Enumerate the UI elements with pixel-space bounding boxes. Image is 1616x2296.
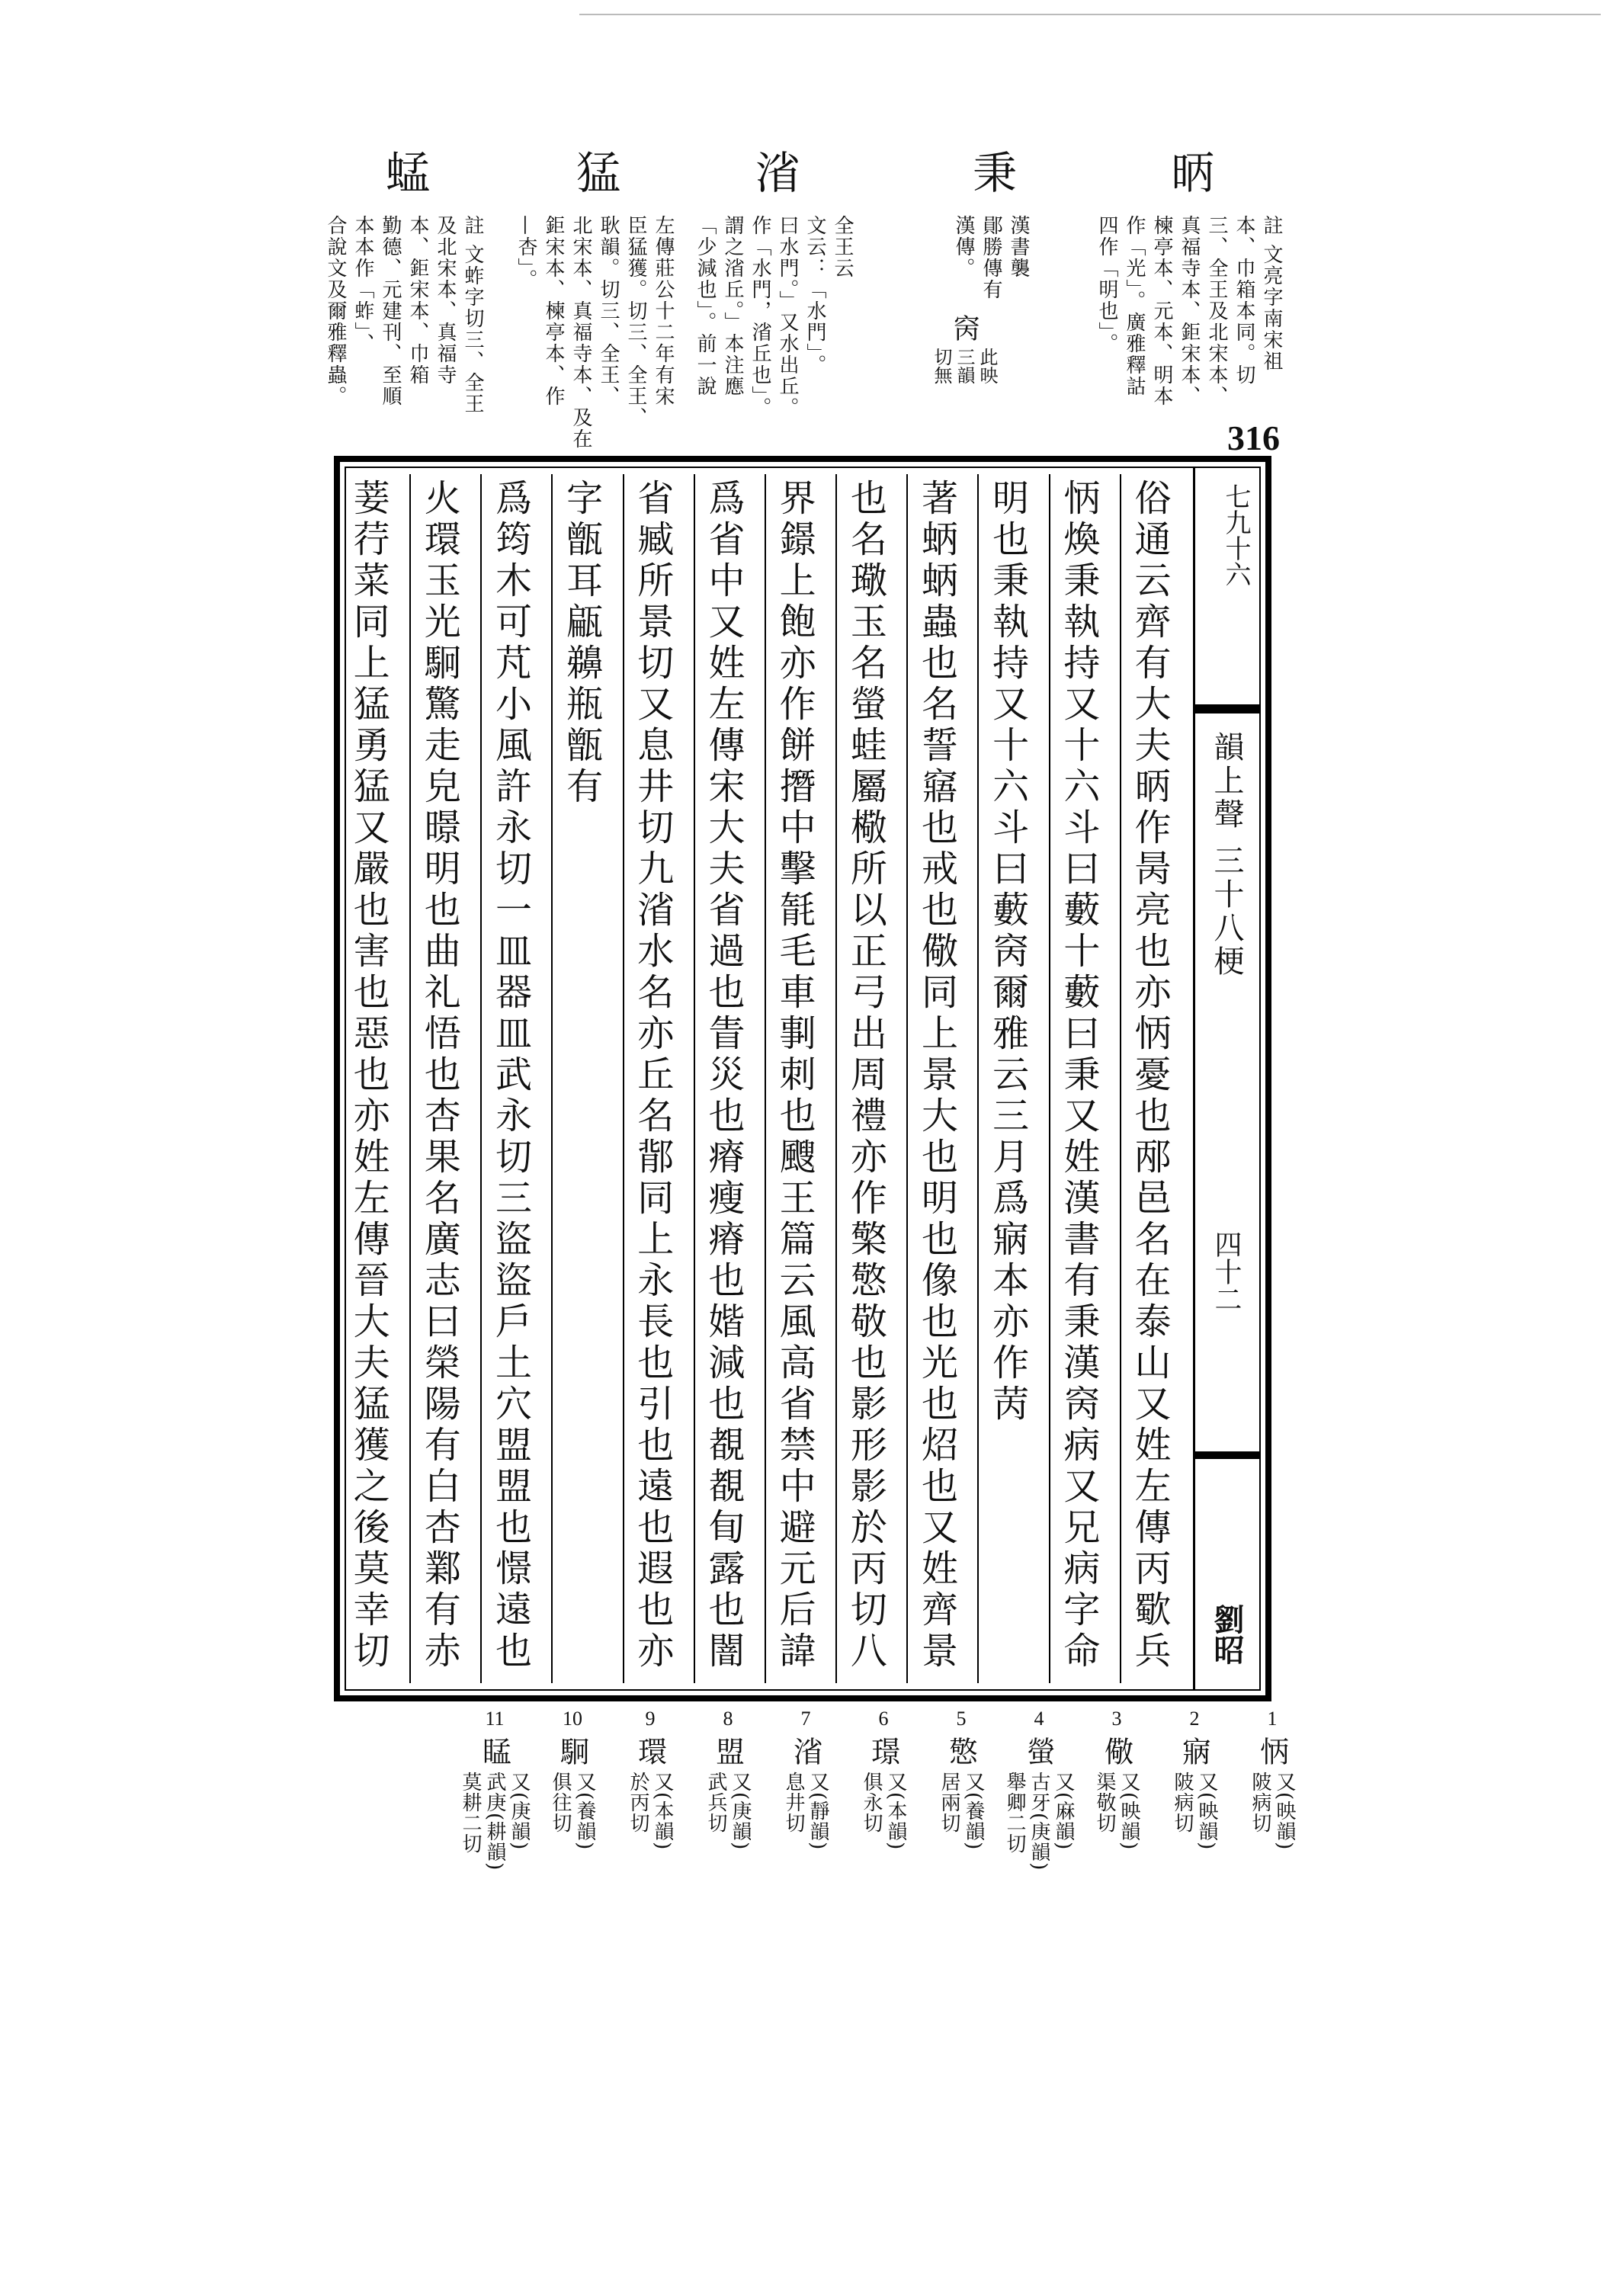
inner-border bbox=[345, 467, 1261, 1691]
top-note-line: 註 文亮字南宋祖 bbox=[1260, 215, 1283, 373]
footnote bbox=[456, 1708, 534, 1871]
footnote-number: 3 bbox=[1111, 1708, 1122, 1730]
footnote-number: 10 bbox=[563, 1708, 582, 1730]
top-note-line: 謂之渻丘。」本注應 bbox=[721, 215, 744, 397]
top-note-line: 勤德、元建刊、至順 bbox=[379, 215, 402, 407]
footnote-line: 又(映韻) bbox=[1195, 1772, 1218, 1851]
text-column bbox=[480, 474, 551, 1683]
footnote bbox=[611, 1708, 689, 1871]
top-note-line: 本本作「蚱」、 bbox=[351, 215, 374, 354]
footnote-char: 環 bbox=[633, 1736, 667, 1765]
sub-note bbox=[931, 314, 997, 384]
sub-note-line: 此映 bbox=[976, 348, 998, 384]
footnote bbox=[1078, 1708, 1156, 1871]
top-rule bbox=[579, 14, 1601, 15]
column-text: 火環玉光駉驚走皃暻明也曲礼悟也杏果名廣志曰榮陽有白杏鄴有赤 bbox=[418, 479, 461, 1672]
top-note-line: 漢書襲 bbox=[1007, 215, 1030, 279]
top-note-line: 作「水門，渻丘也」。 bbox=[749, 215, 771, 418]
top-note-head: 秉 bbox=[965, 149, 1017, 194]
footnote-number: 6 bbox=[878, 1708, 889, 1730]
header-column bbox=[1193, 468, 1259, 1689]
top-note-4 bbox=[515, 149, 675, 450]
top-note-line: 四作「明也」。 bbox=[1095, 215, 1118, 354]
top-note-line: 臣猛獲。切三、全王、 bbox=[624, 215, 647, 428]
text-column bbox=[340, 474, 409, 1683]
footnote-line: 又(本韻) bbox=[651, 1772, 674, 1851]
top-note-line: 漢傳。 bbox=[952, 215, 975, 279]
top-note-line: 曰水門。」又水出丘。 bbox=[776, 215, 799, 418]
footnote-line: 居兩切 bbox=[938, 1772, 960, 1833]
top-note-line: 文云：「水門」。 bbox=[803, 215, 826, 376]
sub-note-line: 切無 bbox=[931, 348, 952, 384]
footnote-line: 又(映韻) bbox=[1273, 1772, 1296, 1851]
top-note-line: 本、巾箱本同。切 bbox=[1233, 215, 1255, 386]
top-note-line: 及北宋本、真福寺 bbox=[434, 215, 457, 386]
text-columns bbox=[340, 474, 1191, 1683]
column-text: 明也秉執持又十六斗曰藪窉爾雅云三月爲寎本亦作苪 bbox=[986, 479, 1029, 1425]
header-bottom-label: 劉昭 bbox=[1209, 1604, 1245, 1665]
footnote-number: 5 bbox=[956, 1708, 967, 1730]
footnote-number: 8 bbox=[723, 1708, 733, 1730]
column-text: 也名璥玉名螢蛙屬㯳所以正弓出周禮亦作檠憼敬也影形影於丙切八 bbox=[844, 479, 887, 1672]
top-note-line: 鄖勝傳有 bbox=[980, 215, 1002, 300]
footnote-line: 又(庚韻) bbox=[508, 1772, 531, 1851]
footnote bbox=[1233, 1708, 1311, 1871]
footnote-line: 渠敬切 bbox=[1093, 1772, 1116, 1833]
footnote-line: 陂病切 bbox=[1171, 1772, 1194, 1833]
header-mid-label: 四十二 bbox=[1210, 1230, 1242, 1313]
footnote-char: 䁅 bbox=[477, 1736, 511, 1765]
column-text: 省臧所景切又息井切九渻水名亦丘名鄁同上永長也引也遠也遐也亦 bbox=[630, 479, 674, 1672]
top-note-line: 合說文及爾雅釋蟲。 bbox=[324, 215, 347, 407]
text-column bbox=[551, 474, 622, 1683]
top-note-5 bbox=[324, 149, 484, 415]
footnote-line: 又(養韻) bbox=[573, 1772, 596, 1851]
column-text: 爲省中又姓左傳宋大夫省過也眚災也瘠瘦瘠也媘減也覩覩䀏露也闇 bbox=[701, 479, 745, 1672]
footnote-line: 俱往切 bbox=[549, 1772, 572, 1833]
text-column bbox=[409, 474, 480, 1683]
top-note-line: 真福寺本、鉅宋本、 bbox=[1178, 215, 1201, 407]
header-top-label: 七九十六 bbox=[1220, 483, 1251, 587]
column-text: 俗通云齊有大夫昞作昺亮也亦怲憂也邴邑名在泰山又姓左傳丙歜兵 bbox=[1128, 479, 1171, 1672]
top-note-line: 三、全王及北宋本、 bbox=[1205, 215, 1228, 407]
column-text: 字甑耳甂䶏瓶甑有 bbox=[560, 479, 603, 808]
footnote bbox=[767, 1708, 845, 1871]
footnote-line: 息井切 bbox=[782, 1772, 805, 1833]
footnote-char: 駉 bbox=[555, 1736, 589, 1765]
footnote bbox=[534, 1708, 611, 1871]
text-column bbox=[694, 474, 765, 1683]
top-note-line: 作「光」。廣雅釋詁 bbox=[1123, 215, 1146, 397]
footnotes bbox=[450, 1708, 1311, 1871]
column-text: 著蛃蛃蟲也名誓窹也戒也儆同上景大也明也像也光也炤也又姓齊景 bbox=[915, 479, 958, 1672]
top-note-line: 北宋本、真福寺本、及在 bbox=[569, 215, 592, 450]
top-note-line: 全王云 bbox=[831, 215, 854, 279]
footnote-number: 2 bbox=[1189, 1708, 1200, 1730]
top-note-2 bbox=[930, 149, 1052, 300]
page-number: 316 bbox=[1227, 418, 1280, 457]
top-note-3 bbox=[694, 149, 854, 418]
top-note-head: 昞 bbox=[1163, 149, 1215, 194]
footnote-line: 又(本韻) bbox=[884, 1772, 907, 1851]
footnote-line: 又(養韻) bbox=[962, 1772, 985, 1851]
column-text: 怲煥秉執持又十六斗曰藪十藪曰秉又姓漢書有秉漢窉病又兄病字命 bbox=[1056, 479, 1100, 1672]
footnote-number: 11 bbox=[485, 1708, 505, 1730]
footnote-line: 陂病切 bbox=[1249, 1772, 1271, 1833]
header-bar bbox=[1195, 704, 1259, 713]
footnote-line: 武兵切 bbox=[704, 1772, 727, 1833]
footnote-number: 4 bbox=[1034, 1708, 1044, 1730]
text-column bbox=[1120, 474, 1191, 1683]
top-note-1 bbox=[1095, 149, 1283, 407]
footnote-line: 古牙(庚韻) bbox=[1028, 1772, 1050, 1871]
footnote-line: 舉卿二切 bbox=[1003, 1772, 1026, 1854]
footnote-number: 7 bbox=[800, 1708, 811, 1730]
column-text: 菨荇菜同上猛勇猛又嚴也害也惡也亦姓左傳晉大夫猛獲之後莫幸切 bbox=[347, 479, 390, 1672]
footnote-char: 璟 bbox=[866, 1736, 900, 1765]
top-note-line: 本、鉅宋本、巾箱 bbox=[406, 215, 429, 386]
footnote-line: 又(庚韻) bbox=[729, 1772, 752, 1851]
footnote-line: 於丙切 bbox=[627, 1772, 649, 1833]
top-note-line: 鉅宋本、楝亭本、作 bbox=[542, 215, 565, 407]
text-column bbox=[835, 474, 906, 1683]
text-column bbox=[765, 474, 835, 1683]
top-note-head: 渻 bbox=[748, 149, 800, 194]
footnote bbox=[1156, 1708, 1233, 1871]
top-note-line: —杏」。 bbox=[515, 215, 537, 290]
footnote-line: 俱永切 bbox=[860, 1772, 883, 1833]
top-note-line: 左傳莊公十二年有宋 bbox=[652, 215, 675, 407]
text-column bbox=[1049, 474, 1120, 1683]
sub-note-head: 窉 bbox=[948, 314, 980, 342]
footnote bbox=[845, 1708, 922, 1871]
footnote-line: 莫耕二切 bbox=[459, 1772, 482, 1854]
footnote bbox=[922, 1708, 1000, 1871]
top-note-line: 楝亭本、元本、明本 bbox=[1150, 215, 1173, 407]
footnote bbox=[689, 1708, 767, 1871]
top-note-line: 耿韻。切三、全王、 bbox=[597, 215, 620, 407]
footnote-char: 渻 bbox=[788, 1736, 822, 1765]
footnote-line: 武庚(耕韻) bbox=[483, 1772, 506, 1871]
top-note-line: 「少減也」。前一說 bbox=[694, 215, 717, 397]
footnote bbox=[1000, 1708, 1078, 1871]
footnote-line: 又(麻韻) bbox=[1052, 1772, 1075, 1851]
footnote-char: 儆 bbox=[1099, 1736, 1133, 1765]
column-text: 爲筠木可芃小風許永切一皿器皿武永切三盜盜戶土穴盟盟也憬遠也 bbox=[489, 479, 532, 1672]
footnote-line: 又(靜韻) bbox=[806, 1772, 829, 1851]
footnote-char: 寎 bbox=[1177, 1736, 1211, 1765]
text-column bbox=[906, 474, 977, 1683]
top-note-head: 蜢 bbox=[378, 149, 430, 194]
footnote-line: 又(映韻) bbox=[1117, 1772, 1140, 1851]
rhyme-title: 韻上聲 三十八梗 bbox=[1209, 731, 1244, 979]
top-note-line: 註 文蚱字切三、全王 bbox=[461, 215, 484, 415]
top-note-head: 猛 bbox=[569, 149, 620, 194]
text-column bbox=[977, 474, 1048, 1683]
footnote-char: 憼 bbox=[944, 1736, 978, 1765]
footnote-char: 盟 bbox=[710, 1736, 745, 1765]
column-text: 界鐛上飽亦作餅撍中擊毻毛車剚刺也颼王篇云風高省禁中避元后諱 bbox=[773, 479, 816, 1672]
footnote-char: 螢 bbox=[1021, 1736, 1056, 1765]
footnote-char: 怲 bbox=[1255, 1736, 1289, 1765]
main-text-frame bbox=[334, 456, 1271, 1701]
sub-note-line: 三韻 bbox=[954, 348, 975, 384]
footnote-number: 1 bbox=[1267, 1708, 1278, 1730]
footnote-number: 9 bbox=[645, 1708, 656, 1730]
header-bar bbox=[1195, 1451, 1259, 1459]
text-column bbox=[623, 474, 694, 1683]
